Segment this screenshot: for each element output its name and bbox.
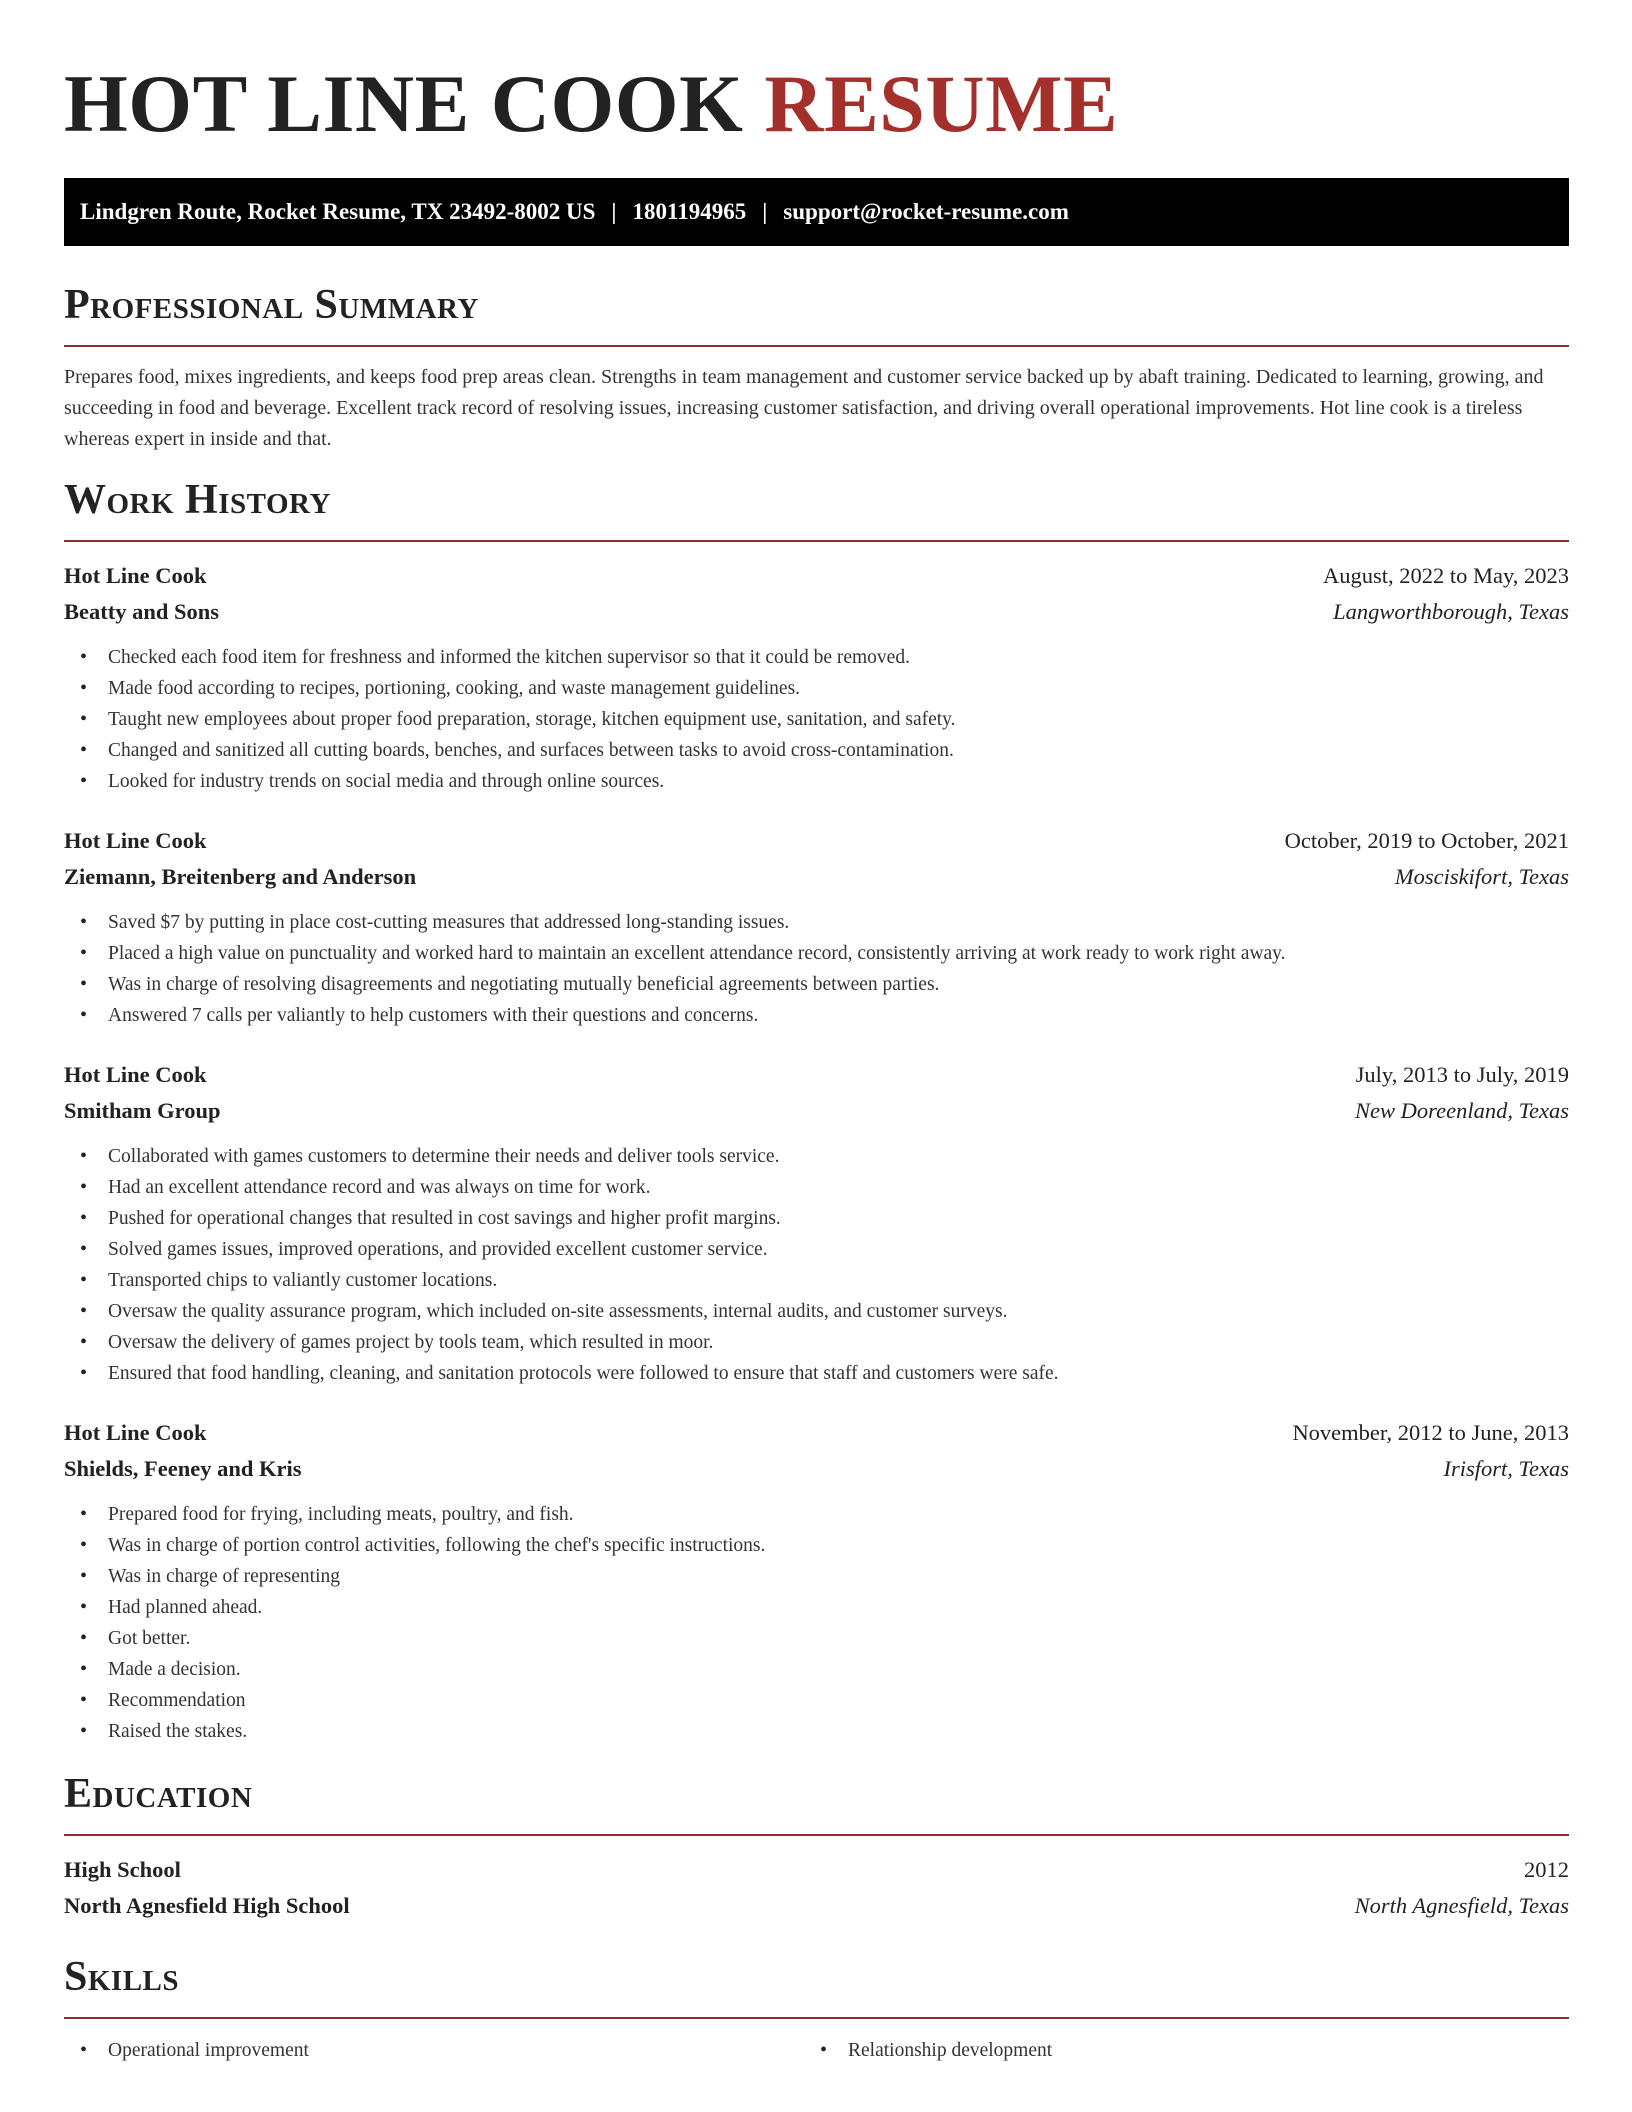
education-section: [64, 1769, 1569, 1924]
contact-separator: |: [762, 199, 768, 224]
section-heading-work-history: Work History: [64, 477, 331, 523]
job-title: Hot Line Cook: [64, 828, 207, 853]
job-dates: October, 2019 to October, 2021: [1284, 828, 1569, 853]
job-duty: • Looked for industry trends on social media and through online sources.: [64, 766, 1569, 797]
summary-section: [64, 280, 1569, 455]
job-company: Shields, Feeney and Kris: [64, 1456, 302, 1481]
job-location: Mosciskifort, Texas: [1394, 864, 1569, 889]
contact-bar: [64, 178, 1569, 246]
title-accent: RESUME: [764, 58, 1119, 149]
job-location: Langworthborough, Texas: [1333, 599, 1569, 624]
education-year: 2012: [1524, 1857, 1569, 1882]
work-history-section: [64, 475, 1569, 1747]
job-duty: • Recommendation: [64, 1685, 1569, 1716]
job-title: Hot Line Cook: [64, 1420, 207, 1445]
job-duty: • Made a decision.: [64, 1654, 1569, 1685]
job-location: New Doreenland, Texas: [1355, 1098, 1569, 1123]
summary-text: Prepares food, mixes ingredients, and keeps food prep areas clean. Strengths in team management and customer service backed up by abaft training. Dedicated to learning, growing, and succeeding in food and beverage. Excellent track record of resolving issues, increasing customer satisfaction, and driving overall operational improvements. Hot line cook is a tireless whereas expert in inside and that.: [64, 366, 1544, 450]
skill-item: • Operational improvement: [64, 2035, 804, 2066]
job-duty: • Transported chips to valiantly customer locations.: [64, 1265, 1569, 1296]
job-duty: • Was in charge of representing: [64, 1561, 1569, 1592]
job-dates: November, 2012 to June, 2013: [1292, 1420, 1569, 1445]
job-duties: [64, 907, 1569, 1031]
job-duty: • Saved $7 by putting in place cost-cutting measures that addressed long-standing issues.: [64, 907, 1569, 938]
title-main: HOT LINE COOK: [64, 58, 744, 149]
job-location: Irisfort, Texas: [1443, 1456, 1569, 1481]
job-duty: • Answered 7 calls per valiantly to help customers with their questions and concerns.: [64, 1000, 1569, 1031]
job-dates: July, 2013 to July, 2019: [1355, 1062, 1569, 1087]
contact-separator: |: [611, 199, 617, 224]
education-location: North Agnesfield, Texas: [1354, 1893, 1569, 1918]
job-duties: [64, 1499, 1569, 1747]
skill-item: • Relationship development: [804, 2035, 1569, 2066]
job-duty: • Changed and sanitized all cutting boards, benches, and surfaces between tasks to avoid cross-contamination.: [64, 735, 1569, 766]
job-duty: • Got better.: [64, 1623, 1569, 1654]
section-divider: [64, 345, 1569, 347]
job-duty: • Had an excellent attendance record and was always on time for work.: [64, 1172, 1569, 1203]
job-duties: [64, 1141, 1569, 1389]
job-duty: • Oversaw the delivery of games project by tools team, which resulted in moor.: [64, 1327, 1569, 1358]
job-duty: • Pushed for operational changes that resulted in cost savings and higher profit margins.: [64, 1203, 1569, 1234]
section-heading-education: Education: [64, 1771, 253, 1817]
skills-column-left: [64, 2035, 804, 2066]
section-divider: [64, 540, 1569, 542]
education-degree: High School: [64, 1857, 181, 1882]
job-duty: • Collaborated with games customers to determine their needs and deliver tools service.: [64, 1141, 1569, 1172]
skills-section: [64, 1952, 1569, 2066]
job-duty: • Had planned ahead.: [64, 1592, 1569, 1623]
job-dates: August, 2022 to May, 2023: [1322, 563, 1569, 588]
contact-address: Lindgren Route, Rocket Resume, TX 23492-8002 US: [80, 199, 596, 224]
job-duty: • Made food according to recipes, portioning, cooking, and waste management guidelines.: [64, 673, 1569, 704]
skills-list: [64, 2035, 1569, 2066]
job-duty: • Checked each food item for freshness and informed the kitchen supervisor so that it could be removed.: [64, 642, 1569, 673]
job-title: Hot Line Cook: [64, 563, 207, 588]
job-duty: • Raised the stakes.: [64, 1716, 1569, 1747]
education-entry: [64, 1852, 1569, 1924]
job-title: Hot Line Cook: [64, 1062, 207, 1087]
job-duty: • Taught new employees about proper food preparation, storage, kitchen equipment use, sanitation, and safety.: [64, 704, 1569, 735]
skills-column-right: [804, 2035, 1569, 2066]
section-heading-summary: Professional Summary: [64, 282, 479, 328]
job-company: Beatty and Sons: [64, 599, 220, 624]
job-company: Smitham Group: [64, 1098, 221, 1123]
resume-title: [64, 0, 1569, 152]
job-company: Ziemann, Breitenberg and Anderson: [64, 864, 417, 889]
job-duty: • Was in charge of resolving disagreements and negotiating mutually beneficial agreements between parties.: [64, 969, 1569, 1000]
job-duty: • Ensured that food handling, cleaning, and sanitation protocols were followed to ensure that staff and customers were safe.: [64, 1358, 1569, 1389]
contact-phone: 1801194965: [632, 199, 747, 224]
education-school: North Agnesfield High School: [64, 1893, 350, 1918]
section-divider: [64, 1834, 1569, 1836]
section-divider: [64, 2017, 1569, 2019]
job-duties: [64, 642, 1569, 797]
job-duty: • Solved games issues, improved operations, and provided excellent customer service.: [64, 1234, 1569, 1265]
job-entry: [64, 823, 1569, 1031]
job-duty: • Prepared food for frying, including meats, poultry, and fish.: [64, 1499, 1569, 1530]
job-entry: [64, 1415, 1569, 1747]
job-duty: • Was in charge of portion control activities, following the chef's specific instructions.: [64, 1530, 1569, 1561]
job-duty: • Placed a high value on punctuality and worked hard to maintain an excellent attendance record, consistently arriving at work ready to work right away.: [64, 938, 1569, 969]
job-entry: [64, 1057, 1569, 1389]
job-entry: [64, 558, 1569, 797]
job-duty: • Oversaw the quality assurance program, which included on-site assessments, internal audits, and customer surveys.: [64, 1296, 1569, 1327]
section-heading-skills: Skills: [64, 1954, 180, 2000]
contact-email: support@rocket-resume.com: [783, 199, 1069, 224]
